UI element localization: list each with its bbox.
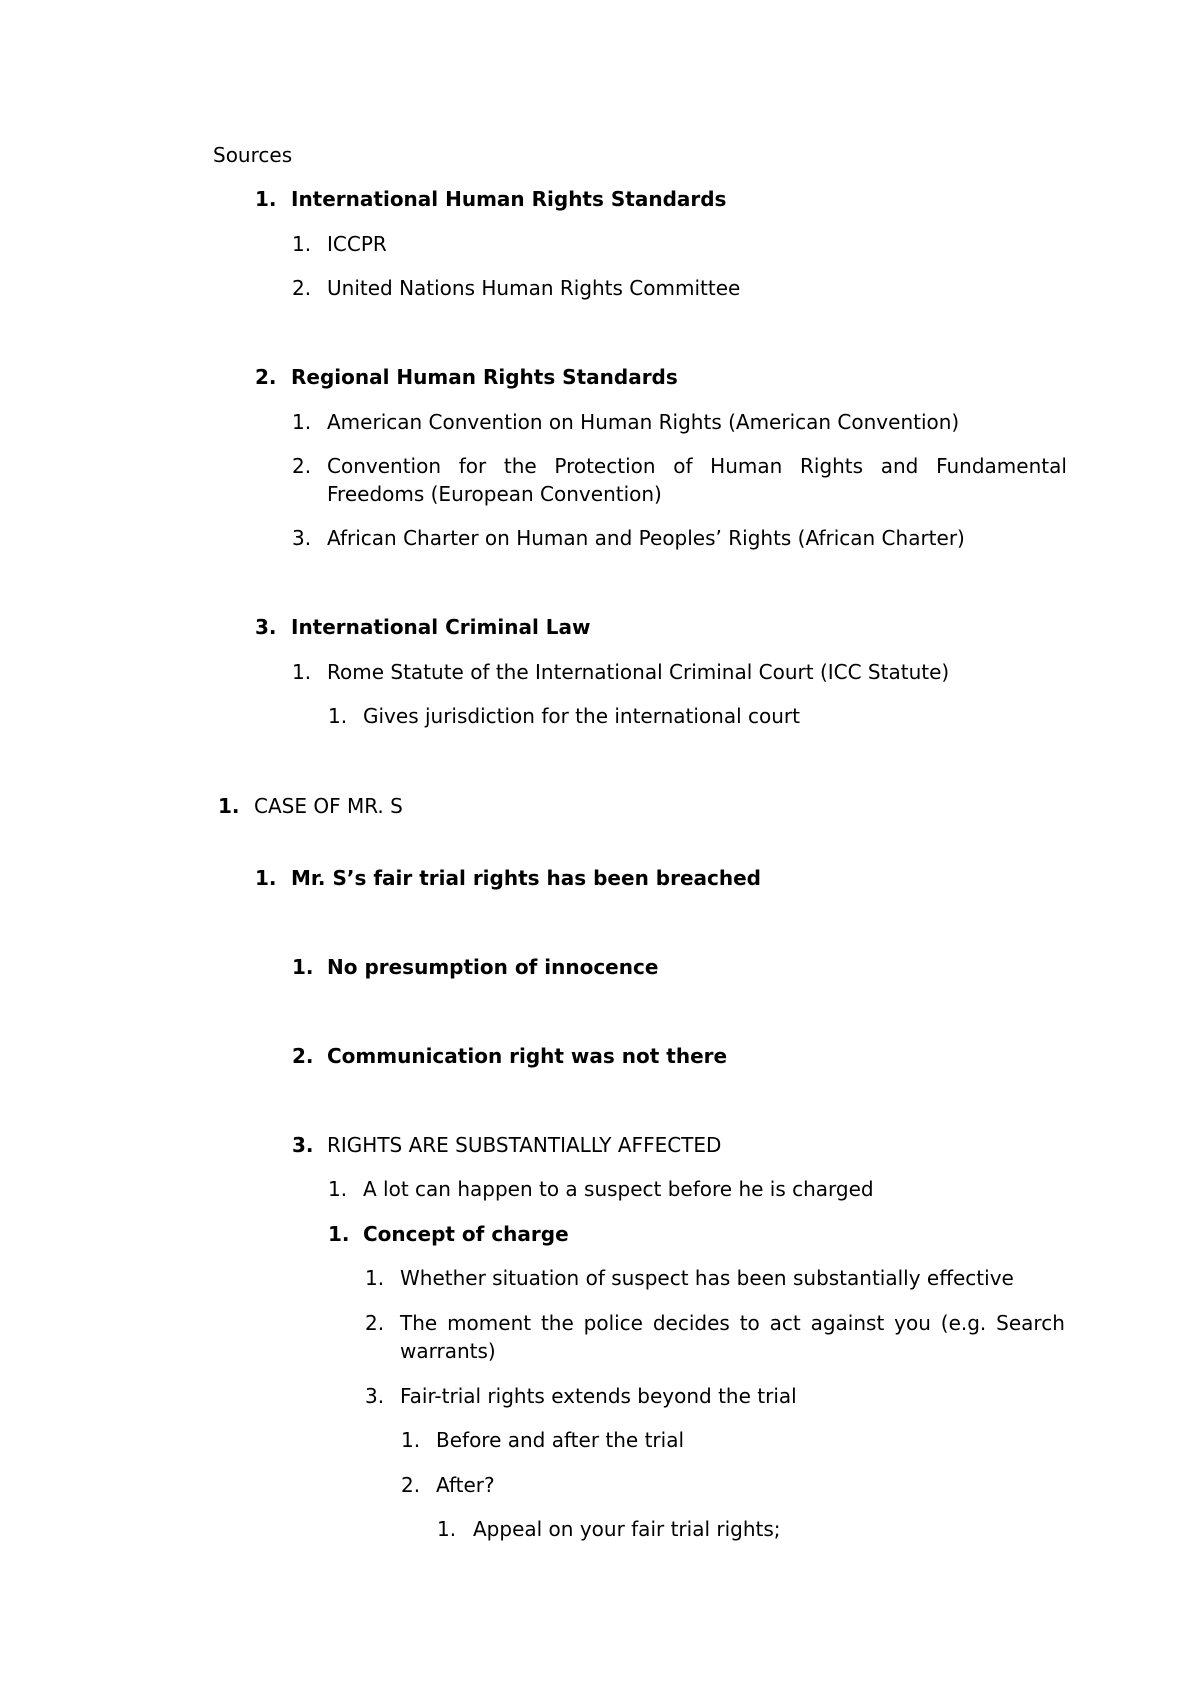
item-number: 2.	[292, 454, 312, 478]
item-number: 3.	[255, 615, 277, 639]
item-text: RIGHTS ARE SUBSTANTIALLY AFFECTED	[327, 1133, 722, 1157]
item-text: Communication right was not there	[327, 1044, 728, 1068]
item-text: Fair-trial rights extends beyond the trial	[400, 1384, 797, 1408]
word: Fundamental	[936, 454, 1067, 478]
item-text-justified	[400, 1309, 1065, 1337]
item-text: International Human Rights Standards	[291, 187, 727, 211]
word: Human	[710, 454, 783, 478]
item-text: Mr. S’s fair trial rights has been breached	[291, 866, 761, 890]
item-number: 1.	[292, 955, 314, 979]
word: Search	[996, 1311, 1065, 1335]
word: moment	[447, 1311, 532, 1335]
item-number: 1.	[292, 660, 312, 684]
item-text-justified	[327, 452, 1067, 480]
item-text: United Nations Human Rights Committee	[327, 276, 741, 300]
heading-text: Sources	[213, 143, 293, 167]
item-number: 2.	[365, 1311, 385, 1335]
item-number: 1.	[365, 1266, 385, 1290]
word: The	[400, 1311, 438, 1335]
item-number: 1.	[328, 1222, 350, 1246]
item-text: Concept of charge	[363, 1222, 569, 1246]
word: police	[583, 1311, 643, 1335]
word: and	[880, 454, 919, 478]
item-number: 3.	[365, 1384, 385, 1408]
list-item-continuation	[327, 480, 662, 508]
word: you	[894, 1311, 931, 1335]
item-number: 1.	[328, 704, 348, 728]
item-number: 2.	[255, 365, 277, 389]
item-text: After?	[436, 1473, 495, 1497]
word: decides	[652, 1311, 730, 1335]
item-number: 1.	[255, 187, 277, 211]
item-number: 3.	[292, 526, 312, 550]
item-text: American Convention on Human Rights (American Convention)	[327, 410, 960, 434]
item-text: A lot can happen to a suspect before he is charged	[363, 1177, 874, 1201]
item-text: Rome Statute of the International Criminal Court (ICC Statute)	[327, 660, 950, 684]
item-number: 1.	[328, 1177, 348, 1201]
word: for	[458, 454, 487, 478]
sources-heading	[213, 141, 292, 169]
item-text: International Criminal Law	[291, 615, 591, 639]
word: the	[540, 1311, 574, 1335]
item-text: warrants)	[400, 1339, 496, 1363]
word: Rights	[799, 454, 864, 478]
word: (e.g.	[940, 1311, 987, 1335]
item-number: 1.	[218, 794, 240, 818]
item-text: Freedoms (European Convention)	[327, 482, 662, 506]
item-number: 1.	[292, 410, 312, 434]
item-text: Regional Human Rights Standards	[291, 365, 678, 389]
word: against	[810, 1311, 885, 1335]
item-number: 1.	[292, 232, 312, 256]
item-number: 2.	[292, 1044, 314, 1068]
item-number: 1.	[255, 866, 277, 890]
item-text: Whether situation of suspect has been substantially effective	[400, 1266, 1014, 1290]
item-number: 2.	[292, 276, 312, 300]
word: Protection	[554, 454, 656, 478]
word: of	[673, 454, 693, 478]
item-text: Before and after the trial	[436, 1428, 685, 1452]
word: to	[739, 1311, 760, 1335]
item-text: ICCPR	[327, 232, 387, 256]
item-text: No presumption of innocence	[327, 955, 659, 979]
item-number: 1.	[401, 1428, 421, 1452]
item-number: 3.	[292, 1133, 314, 1157]
word: act	[769, 1311, 801, 1335]
word: Convention	[327, 454, 442, 478]
item-text: Appeal on your fair trial rights;	[473, 1517, 781, 1541]
item-text: Gives jurisdiction for the international court	[363, 704, 800, 728]
item-number: 2.	[401, 1473, 421, 1497]
item-text: CASE OF MR. S	[254, 794, 403, 818]
item-number: 1.	[437, 1517, 457, 1541]
list-item-continuation	[400, 1337, 496, 1365]
word: the	[503, 454, 537, 478]
item-text: African Charter on Human and Peoples’ Rights (African Charter)	[327, 526, 965, 550]
